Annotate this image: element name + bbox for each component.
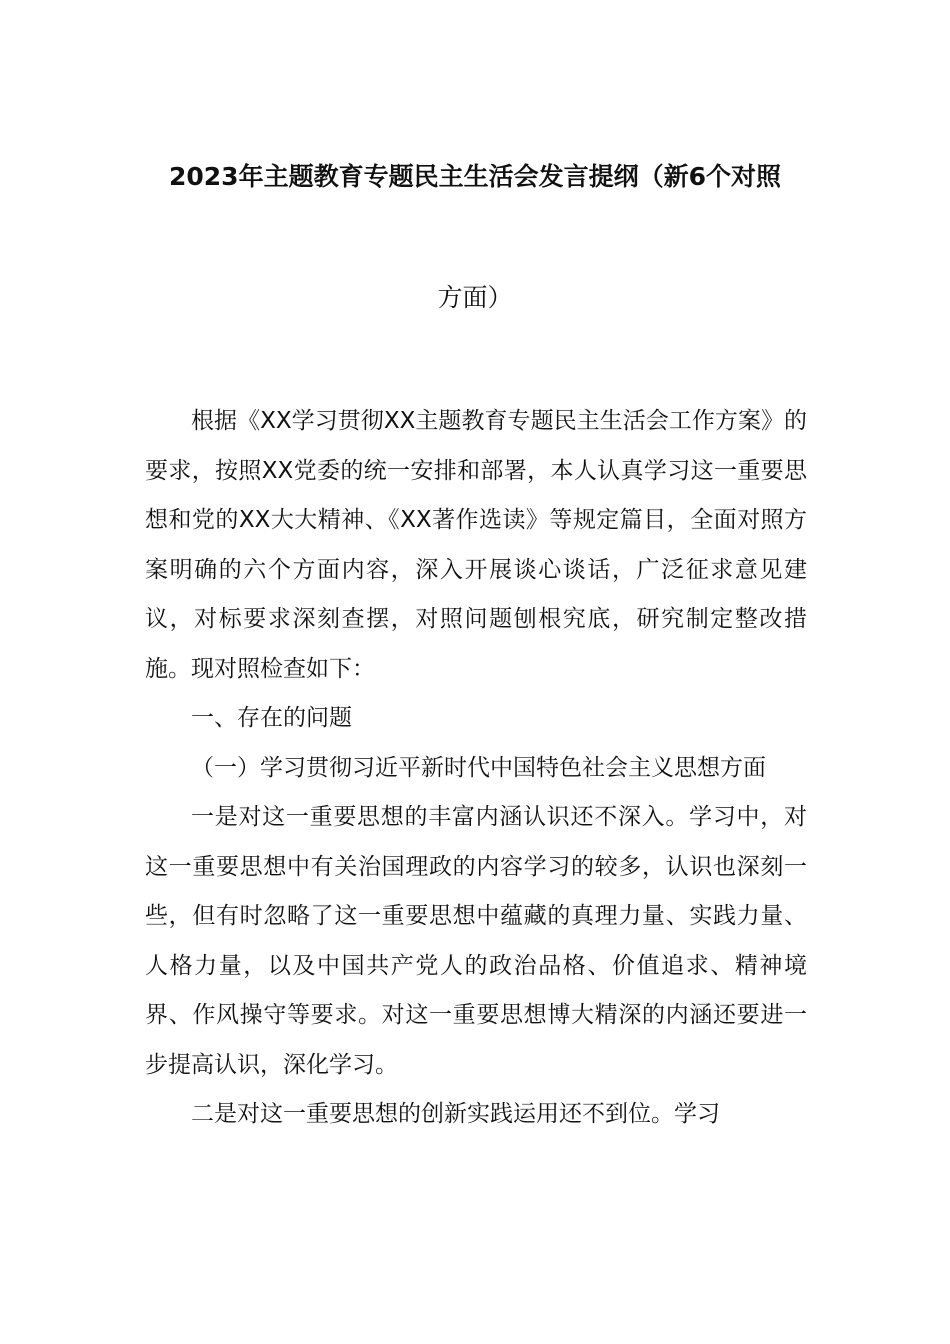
point-two-paragraph: 二是对这一重要思想的创新实践运用还不到位。学习 bbox=[191, 1101, 720, 1127]
document-title-text: 2023年主题教育专题民主生活会发言提纲（新6个对照 bbox=[169, 162, 781, 191]
intro-paragraph: 根据《XX学习贯彻XX主题教育专题民主生活会工作方案》的要求，按照XX党委的统一安排和部署，本人认真学习这一重要思想和党的XX大大精神、《XX著作选读》等规定篇目，全面对照方案明确的六个方面内容，深入开展谈心谈话，广泛征求意见建议，对标要求深刻查摆，对照问题刨根究底，研究制定整改措施。现对照检查如下： bbox=[145, 408, 807, 682]
section-heading-problems: 一、存在的问题 bbox=[191, 705, 352, 731]
document-title-text-continued: 方面） bbox=[437, 283, 513, 312]
document-title-line-2 bbox=[0, 281, 950, 315]
point-one-paragraph: 一是对这一重要思想的丰富内涵认识还不深入。学习中，对这一重要思想中有关治国理政的内容学习的较多，认识也深刻一些，但有时忽略了这一重要思想中蕴藏的真理力量、实践力量、人格力量，以及中国共产党人的政治品格、价值追求、精神境界、作风操守等要求。对这一重要思想博大精深的内涵还要进一步提高认识，深化学习。 bbox=[145, 804, 807, 1078]
subsection-heading-1: （一）学习贯彻习近平新时代中国特色社会主义思想方面 bbox=[191, 754, 766, 781]
document-body bbox=[145, 397, 807, 1140]
document-title-line-1 bbox=[0, 160, 950, 194]
